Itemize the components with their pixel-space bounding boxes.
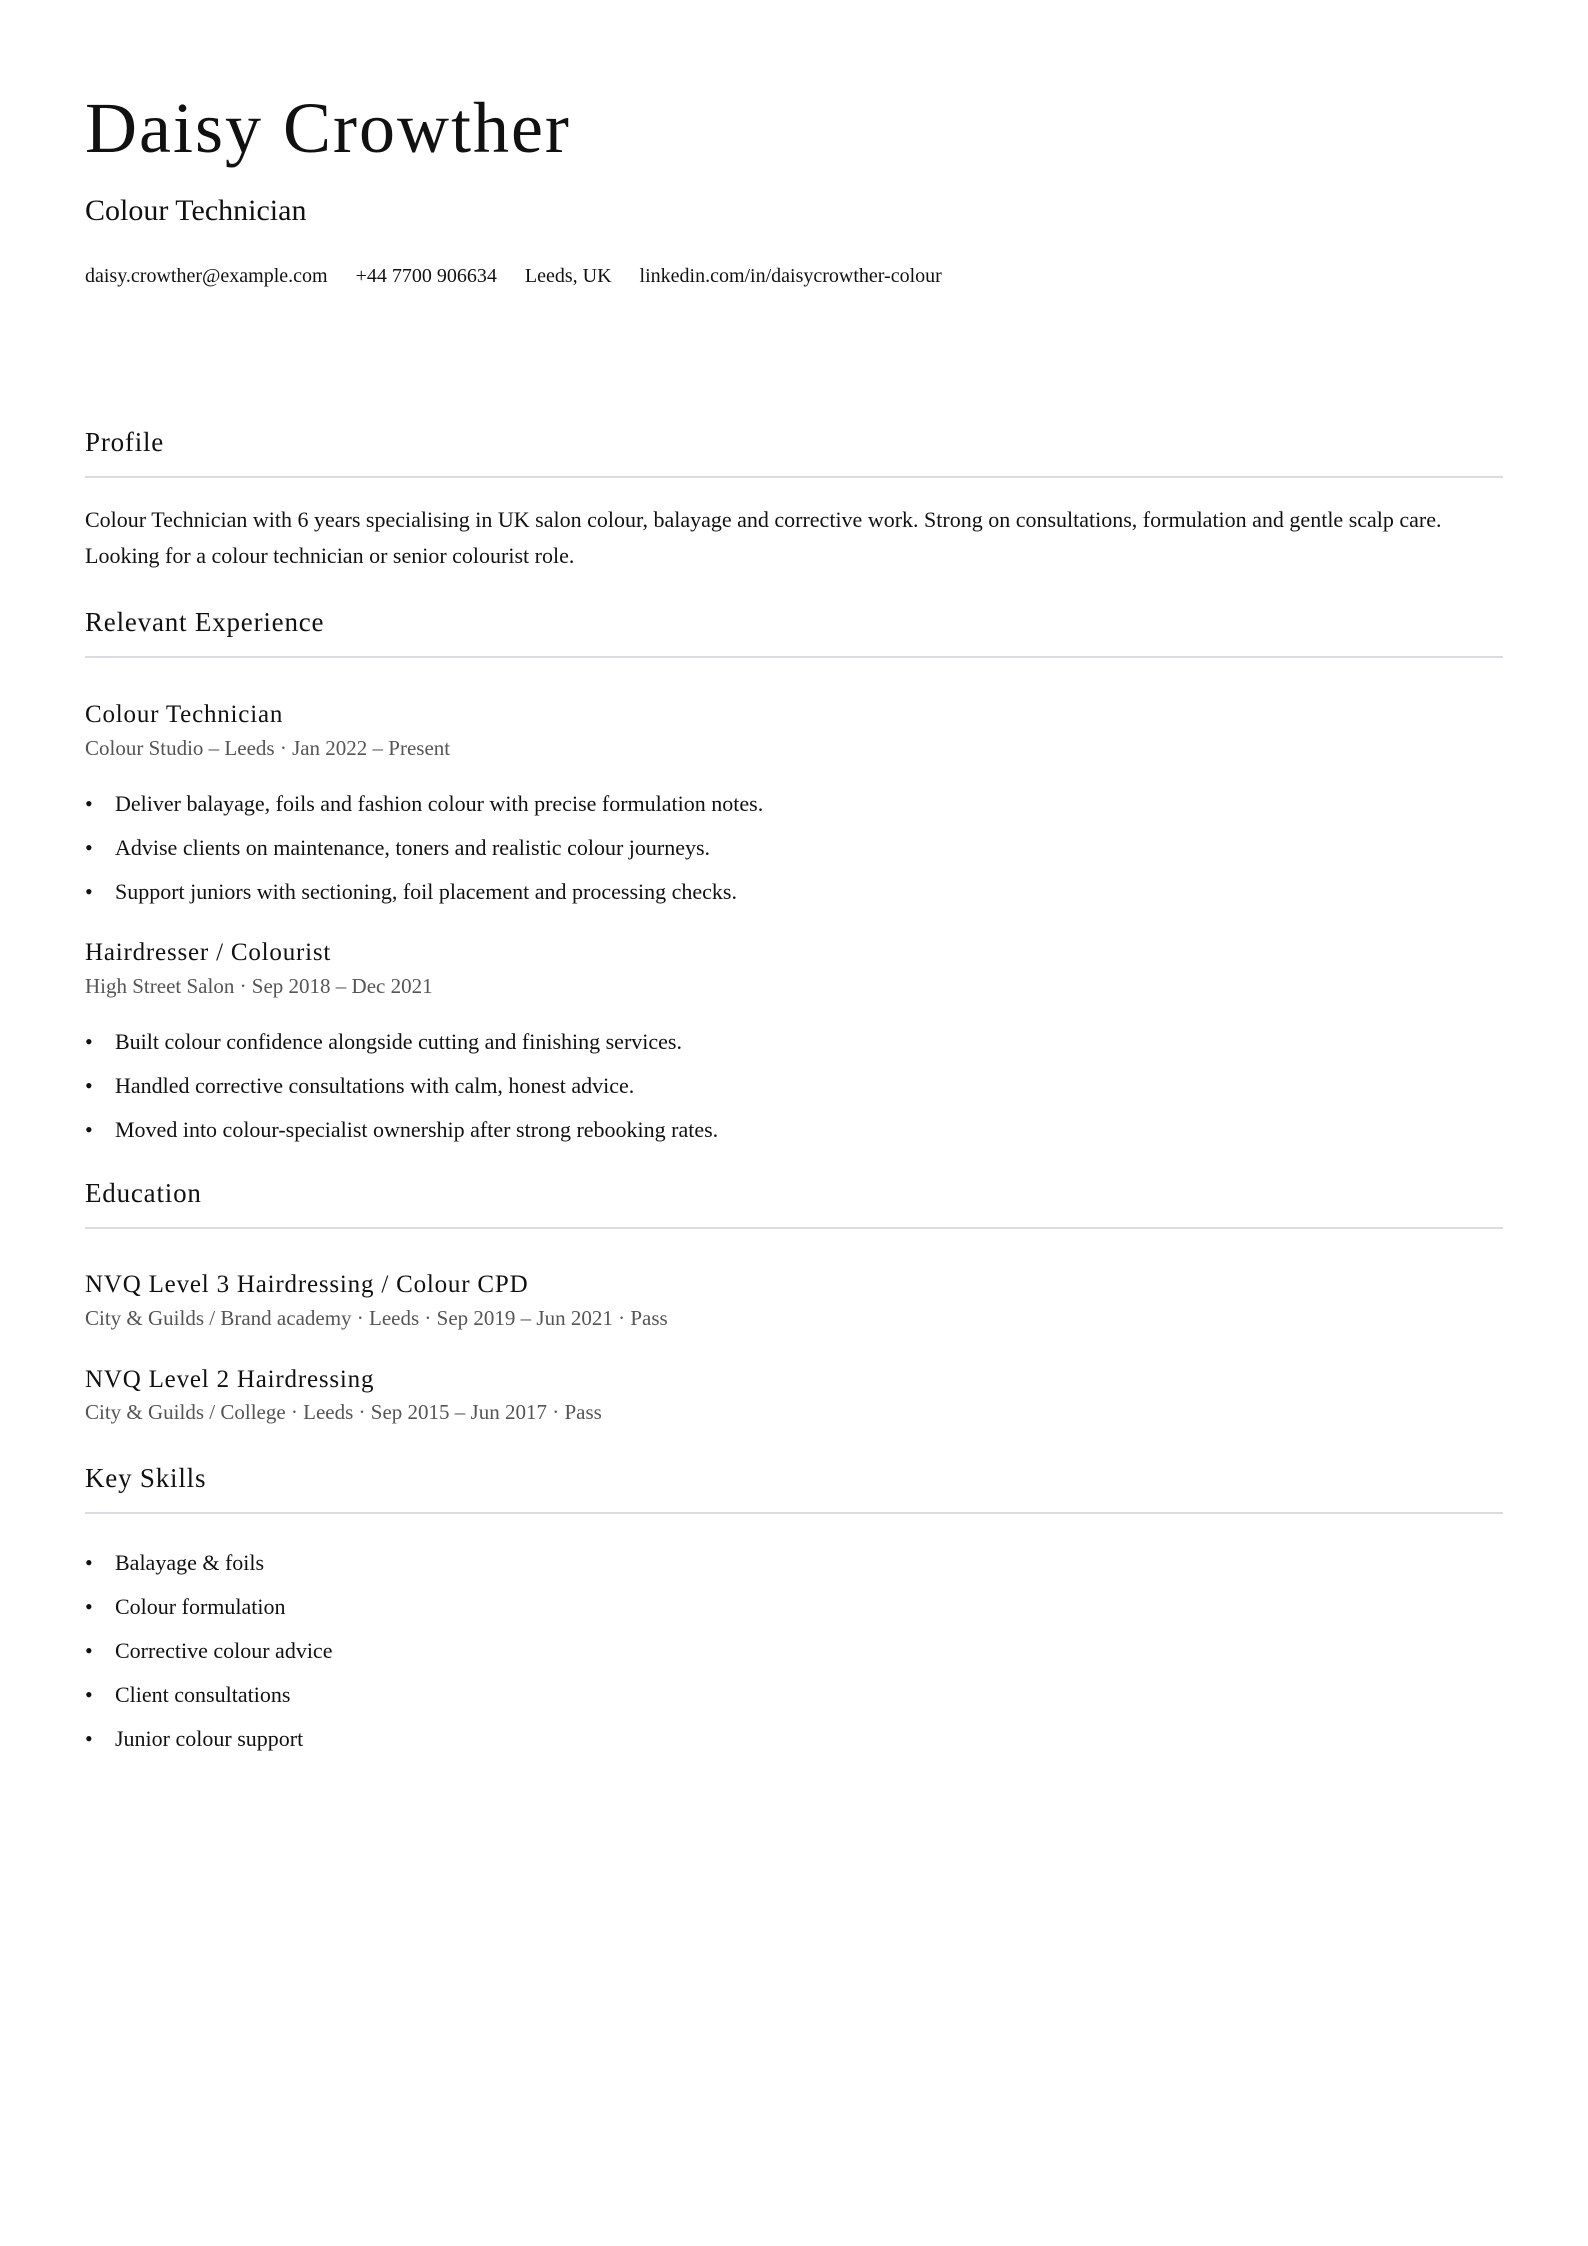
list-item: • Support juniors with sectioning, foil placement and processing checks. [85,870,763,914]
candidate-title: Colour Technician [85,194,307,227]
list-item: • Colour formulation [85,1585,332,1629]
contact-phone: +44 7700 906634 [355,265,497,287]
section-heading-skills: Key Skills [85,1465,1503,1514]
education-meta: City & Guilds / Brand academy · Leeds · Sep 2019 – Jun 2021 · Pass [85,1306,668,1330]
job-meta: Colour Studio – Leeds · Jan 2022 – Present [85,736,451,760]
job-bullets [85,1020,718,1152]
list-item: • Client consultations [85,1673,332,1717]
job-title: Colour Technician [85,701,284,728]
profile-summary: Colour Technician with 6 years specialising in UK salon colour, balayage and corrective work. Strong on consultations, formulation and gentle scalp care. Looking for a colour technician or senior colourist role. [85,507,1442,568]
list-item: • Deliver balayage, foils and fashion colour with precise formulation notes. [85,782,763,826]
list-item: • Advise clients on maintenance, toners and realistic colour journeys. [85,826,763,870]
contact-location: Leeds, UK [524,265,612,287]
section-heading-education: Education [85,1180,1503,1229]
list-item: • Built colour confidence alongside cutting and finishing services. [85,1020,718,1064]
job-bullets [85,782,763,914]
list-item: • Balayage & foils [85,1541,332,1585]
list-item: • Junior colour support [85,1717,332,1761]
contact-email: daisy.crowther@example.com [85,265,328,287]
list-item: • Moved into colour-specialist ownership after strong rebooking rates. [85,1108,718,1152]
section-heading-profile: Profile [85,429,1503,478]
contact-line [85,266,970,286]
job-meta: High Street Salon · Sep 2018 – Dec 2021 [85,974,433,998]
education-title: NVQ Level 3 Hairdressing / Colour CPD [85,1271,529,1298]
candidate-name: Daisy Crowther [85,88,571,168]
education-meta: City & Guilds / College · Leeds · Sep 2015 – Jun 2017 · Pass [85,1400,602,1424]
education-title: NVQ Level 2 Hairdressing [85,1366,375,1393]
contact-linkedin: linkedin.com/in/daisycrowther-colour [639,265,942,287]
skills-list [85,1541,332,1761]
job-title: Hairdresser / Colourist [85,939,332,966]
list-item: • Handled corrective consultations with calm, honest advice. [85,1064,718,1108]
list-item: • Corrective colour advice [85,1629,332,1673]
section-heading-experience: Relevant Experience [85,609,1503,658]
